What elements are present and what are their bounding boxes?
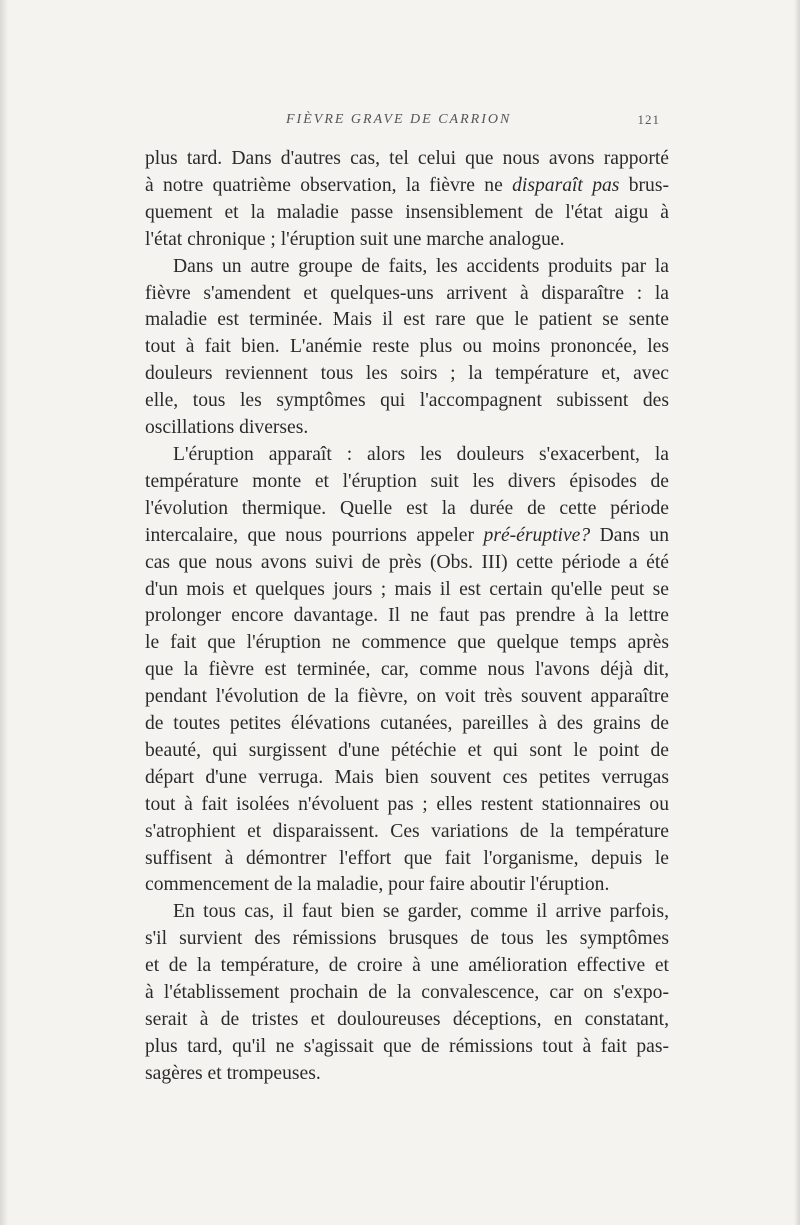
text-line [145,1034,669,1061]
text-segment: température monte et l'éruption suit les divers épisodes de [145,470,669,492]
text-line [145,872,669,899]
text-line [145,765,669,792]
text-segment: prolonger encore davantage. Il ne faut pas prendre à la lettre [145,605,669,627]
text-line [145,899,669,926]
text-line [145,496,669,523]
text-segment: s'atrophient et disparaissent. Ces variations de la température [145,820,669,842]
text-segment: plus tard. Dans d'autres cas, tel celui que nous avons rapporté [145,148,669,169]
text-line [145,819,669,846]
text-segment: tout à fait bien. L'anémie reste plus ou moins prononcée, les [145,336,669,358]
text-segment: brus- [619,174,670,196]
text-line [145,442,669,469]
text-segment: beauté, qui surgissent d'une pétéchie et qui sont le point de [145,739,669,761]
text-segment: L'éruption apparaît : alors les douleurs s'exacerbent, la [173,443,669,465]
text-line [145,173,669,200]
text-segment: tout à fait isolées n'évoluent pas ; elles restent stationnaires ou [145,793,669,815]
text-segment: que la fièvre est terminée, car, comme nous l'avons déjà dit, [145,659,669,681]
text-line [145,603,669,630]
text-line [145,657,669,684]
text-line [145,227,669,254]
text-segment: Dans un autre groupe de faits, les accidents produits par la [173,255,669,277]
page-edge-shadow [0,0,8,1225]
text-line [145,415,669,442]
text-segment: pendant l'évolution de la fièvre, on voit très souvent apparaître [145,686,669,708]
text-line [145,1007,669,1034]
text-segment: d'un mois et quelques jours ; mais il est certain qu'elle peut se [145,578,669,600]
text-line [145,738,669,765]
text-line [145,307,669,334]
text-line [145,980,669,1007]
text-segment: cas que nous avons suivi de près (Obs. III) cette période a été [145,551,669,573]
text-segment: plus tard, qu'il ne s'agissait que de rémissions tout à fait pas- [145,1035,669,1057]
text-line [145,281,669,308]
running-title: FIÈVRE GRAVE DE CARRION [286,112,512,127]
text-segment: à l'établissement prochain de la convalescence, car on s'expo- [145,982,669,1004]
text-segment: En tous cas, il faut bien se garder, comme il arrive parfois, [173,901,669,923]
text-segment: et de la température, de croire à une amélioration effective et [145,955,669,977]
text-segment: douleurs reviennent tous les soirs ; la température et, avec [145,363,669,385]
text-segment: l'état chronique ; l'éruption suit une marche analogue. [145,228,565,250]
text-line [145,953,669,980]
text-segment: s'il survient des rémissions brusques de tous les symptômes [145,928,669,950]
text-segment: commencement de la maladie, pour faire aboutir l'éruption. [145,874,610,896]
text-segment: à notre quatrième observation, la fièvre ne [145,174,513,196]
text-segment: le fait que l'éruption ne commence que quelque temps après [145,632,669,654]
text-line [145,361,669,388]
text-line [145,254,669,281]
text-line [145,684,669,711]
emphasis-text: pré-éruptive? [483,524,591,546]
text-line [145,1061,669,1088]
page-header [140,110,660,134]
page-fold-shadow [794,0,800,1225]
text-line [145,550,669,577]
text-segment: intercalaire, que nous pourrions appeler [145,524,484,546]
text-line [145,334,669,361]
text-line [145,630,669,657]
text-segment: suffisent à démontrer l'effort que fait l'organisme, depuis le [145,847,669,869]
text-line [145,577,669,604]
text-segment: maladie est terminée. Mais il est rare que le patient se sente [145,309,669,331]
text-segment: quement et la maladie passe insensiblement de l'état aigu à [145,201,669,223]
text-line [145,469,669,496]
text-segment: fièvre s'amendent et quelques-uns arrivent à disparaître : la [145,282,669,304]
text-line [145,792,669,819]
text-segment: elle, tous les symptômes qui l'accompagnent subissent des [145,390,669,412]
body-text [145,146,669,1088]
text-line [145,926,669,953]
text-segment: sagères et trompeuses. [145,1062,321,1084]
page-number: 121 [637,112,660,127]
text-line [145,711,669,738]
emphasis-text: disparaît pas [512,174,620,196]
text-segment: l'évolution thermique. Quelle est la durée de cette période [145,497,669,519]
text-line [145,846,669,873]
text-segment: oscillations diverses. [145,417,309,439]
text-segment: de toutes petites élévations cutanées, pareilles à des grains de [145,713,669,735]
text-segment: Dans un [590,524,669,546]
text-line [145,388,669,415]
text-line [145,200,669,227]
text-line [145,523,669,550]
text-segment: départ d'une verruga. Mais bien souvent ces petites verrugas [145,766,669,788]
text-line [145,146,669,173]
text-segment: serait à de tristes et douloureuses déceptions, en constatant, [145,1009,669,1030]
